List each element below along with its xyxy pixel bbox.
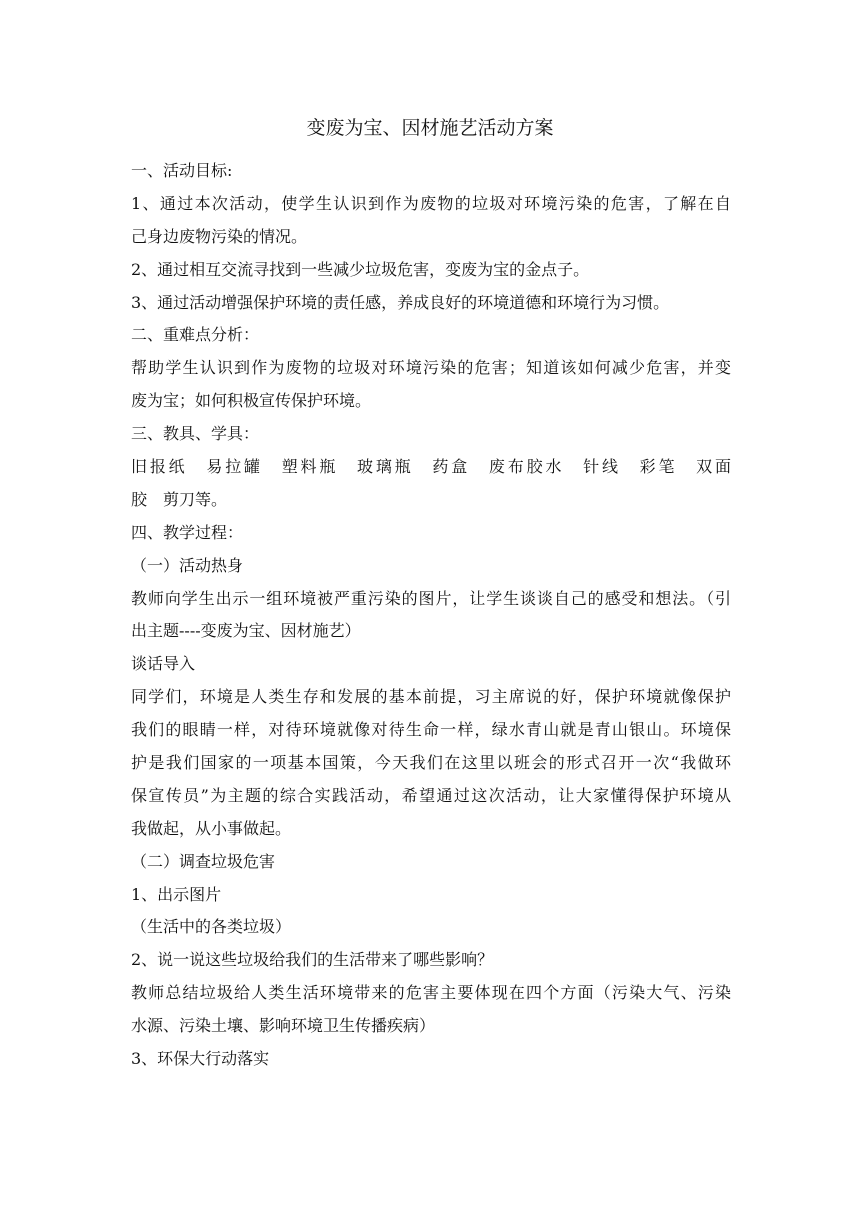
list-item: 3、环保大行动落实 bbox=[131, 1049, 270, 1069]
list-item: 2、说一说这些垃圾给我们的生活带来了哪些影响？ bbox=[131, 950, 494, 970]
paragraph-line: 护是我们国家的一项基本国策，今天我们在这里以班会的形式召开一次“我做环 bbox=[131, 753, 731, 773]
document-title: 变废为宝、因材施艺活动方案 bbox=[306, 117, 554, 139]
paragraph-line: 3、通过活动增强保护环境的责任感，养成良好的环境道德和环境行为习惯。 bbox=[131, 292, 670, 312]
paragraph-line: 教师向学生出示一组环境被严重污染的图片，让学生谈谈自己的感受和想法。（引 bbox=[131, 588, 731, 608]
paragraph-line: 教师总结垃圾给人类生活环境带来的危害主要体现在四个方面（污染大气、污染 bbox=[131, 983, 731, 1003]
section-heading-analysis: 二、重难点分析： bbox=[131, 325, 260, 345]
paragraph-line: 我做起，从小事做起。 bbox=[131, 818, 292, 838]
paragraph-line: 帮助学生认识到作为废物的垃圾对环境污染的危害；知道该如何减少危害，并变 bbox=[131, 358, 731, 378]
subsection-heading-survey: （二）调查垃圾危害 bbox=[131, 851, 276, 871]
paragraph-line: 废为宝；如何积极宣传保护环境。 bbox=[131, 391, 372, 411]
subheading-intro: 谈话导入 bbox=[131, 654, 196, 674]
section-heading-goals: 一、活动目标: bbox=[131, 161, 233, 180]
materials-list-line: 旧报纸 易拉罐 塑料瓶 玻璃瓶 药盒 废布胶水 针线 彩笔 双面 bbox=[131, 457, 731, 477]
paragraph-line: 保宣传员”为主题的综合实践活动，希望通过这次活动，让大家懂得保护环境从 bbox=[131, 785, 731, 805]
paragraph-line: 2、通过相互交流寻找到一些减少垃圾危害，变废为宝的金点子。 bbox=[131, 259, 590, 279]
paragraph-line: 出主题----变废为宝、因材施艺） bbox=[131, 621, 361, 641]
materials-list-line: 胶 剪刀等。 bbox=[131, 489, 228, 509]
paragraph-line: 己身边废物污染的情况。 bbox=[131, 226, 308, 246]
document-body bbox=[131, 155, 731, 1076]
paragraph-line: 水源、污染土壤、影响环境卫生传播疾病） bbox=[131, 1016, 436, 1036]
subsection-heading-warmup: （一）活动热身 bbox=[131, 555, 244, 575]
list-item-note: （生活中的各类垃圾） bbox=[131, 917, 292, 937]
paragraph-line: 1、通过本次活动，使学生认识到作为废物的垃圾对环境污染的危害，了解在自 bbox=[131, 193, 731, 213]
list-item: 1、出示图片 bbox=[131, 884, 222, 904]
paragraph-line: 我们的眼睛一样，对待环境就像对待生命一样，绿水青山就是青山银山。环境保 bbox=[131, 720, 731, 740]
section-heading-process: 四、教学过程： bbox=[131, 522, 244, 542]
section-heading-materials: 三、教具、学具： bbox=[131, 424, 260, 444]
paragraph-line: 同学们，环境是人类生存和发展的基本前提，习主席说的好，保护环境就像保护 bbox=[131, 687, 731, 707]
